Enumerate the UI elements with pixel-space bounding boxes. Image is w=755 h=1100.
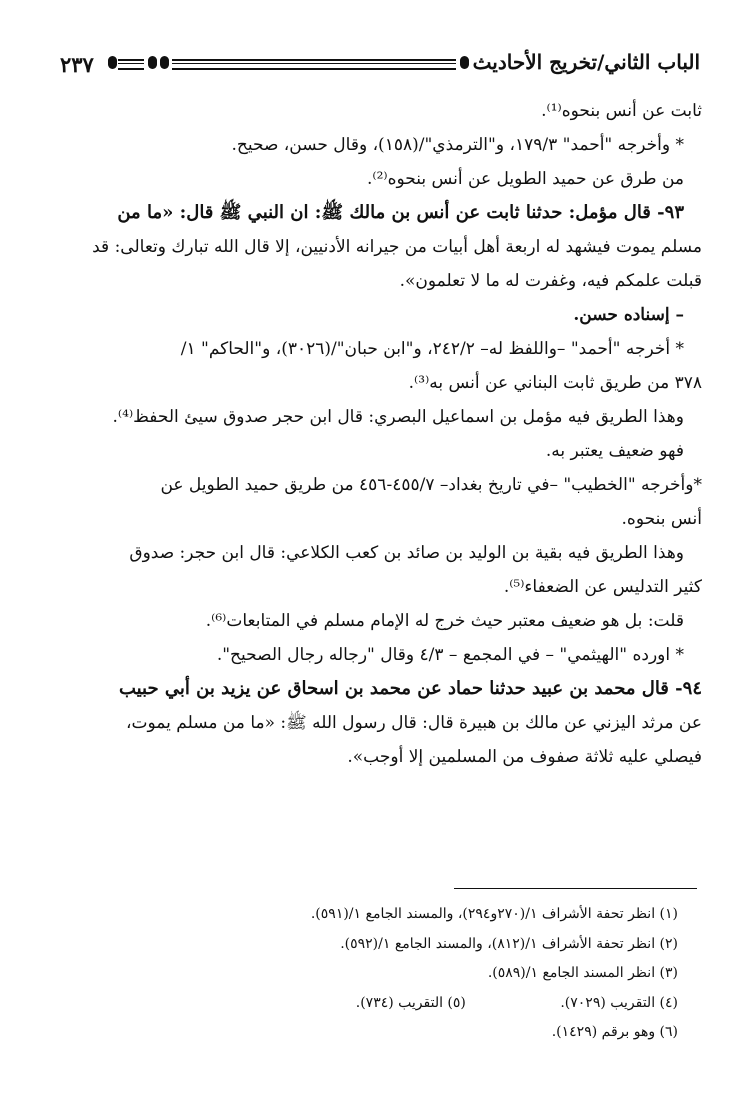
header-rule [172,59,456,70]
text-line: من طرق عن حميد الطويل عن أنس بنحوه⁽²⁾. [366,169,684,189]
text-line: مسلم يموت فيشهد له اربعة أهل أبيات من جيرانه الأدنيين، إلا قال الله تبارك وتعالى: قد [92,237,702,257]
text-line: قبلت علمكم فيه، وغفرت له ما لا تعلمون». [399,271,702,291]
header-rule [118,59,144,70]
text-line: كثير التدليس عن الضعفاء⁽⁵⁾. [503,577,702,597]
header-ornament [148,56,157,69]
footnote: (٦) وهو برقم (١٤٢٩). [551,1024,678,1040]
text-line: عن مرثد اليزني عن مالك بن هبيرة قال: قال رسول الله ﷺ: «ما من مسلم يموت، [126,713,702,733]
footnote-row [54,989,702,1019]
text-line: وهذا الطريق فيه مؤمل بن اسماعيل البصري: قال ابن حجر صدوق سيئ الحفظ⁽⁴⁾. [112,407,684,427]
text-line: أنس بنحوه. [621,509,702,529]
text-line: * اورده "الهيثمي" – في المجمع – ٤/٣ وقال "رجاله رجال الصحيح". [216,645,684,665]
text-line: *وأخرجه "الخطيب" –في تاريخ بغداد– ٤٥٥/٧-٤٥٦ من طريق حميد الطويل عن [160,475,702,495]
footnote: (٥) التقريب (٧٣٤). [355,994,466,1011]
footnote: (٢) انظر تحفة الأشراف ١/(٨١٢)، والمسند الجامع ١/(٥٩٢). [340,935,678,952]
header-ornament [460,56,469,69]
header-ornament [108,56,117,69]
footnotes [54,900,702,1048]
text-line: فهو ضعيف يعتبر به. [545,441,684,461]
text-line: قلت: بل هو ضعيف معتبر حيث خرج له الإمام مسلم في المتابعات⁽⁶⁾. [205,611,684,631]
page-number: ٢٣٧ [60,52,94,77]
text-line: * أخرجه "أحمد" –واللفظ له– ٢٤٢/٢، و"ابن حبان"/(٣٠٢٦)، و"الحاكم" ١/ [180,339,684,359]
text-line: وهذا الطريق فيه بقية بن الوليد بن صائد بن كعب الكلاعي: قال ابن حجر: صدوق [129,543,684,563]
footnote: (١) انظر تحفة الأشراف ١/(٢٧٠و٢٩٤)، والمسند الجامع ١/(٥٩١). [310,906,678,922]
footnote: (٤) التقريب (٧٠٢٩). [560,994,678,1011]
footnote-separator [454,888,697,889]
header-ornament [160,56,169,69]
hadith-93-heading: ٩٣- قال مؤمل: حدثنا ثابت عن أنس بن مالك ﷺ: ان النبي ﷺ قال: «ما من [117,202,684,223]
text-line: ثابت عن أنس بنحوه⁽¹⁾. [541,101,702,121]
body-text [54,94,702,774]
text-line: * وأخرجه "أحمد" ١٧٩/٣، و"الترمذي"/(١٥٨)، وقال حسن، صحيح. [231,135,684,155]
chapter-title: الباب الثاني/تخريج الأحاديث [472,50,700,74]
text-line: ٣٧٨ من طريق ثابت البناني عن أنس به⁽³⁾. [408,373,702,393]
isnad-grade: – إسناده حسن. [573,305,684,325]
hadith-94-heading: ٩٤- قال محمد بن عبيد حدثنا حماد عن محمد بن اسحاق عن يزيد بن أبي حبيب [118,678,702,699]
text-line: فيصلي عليه ثلاثة صفوف من المسلمين إلا أوجب». [347,747,702,767]
footnote: (٣) انظر المسند الجامع ١/(٥٨٩). [487,965,678,981]
page-header [60,48,700,88]
